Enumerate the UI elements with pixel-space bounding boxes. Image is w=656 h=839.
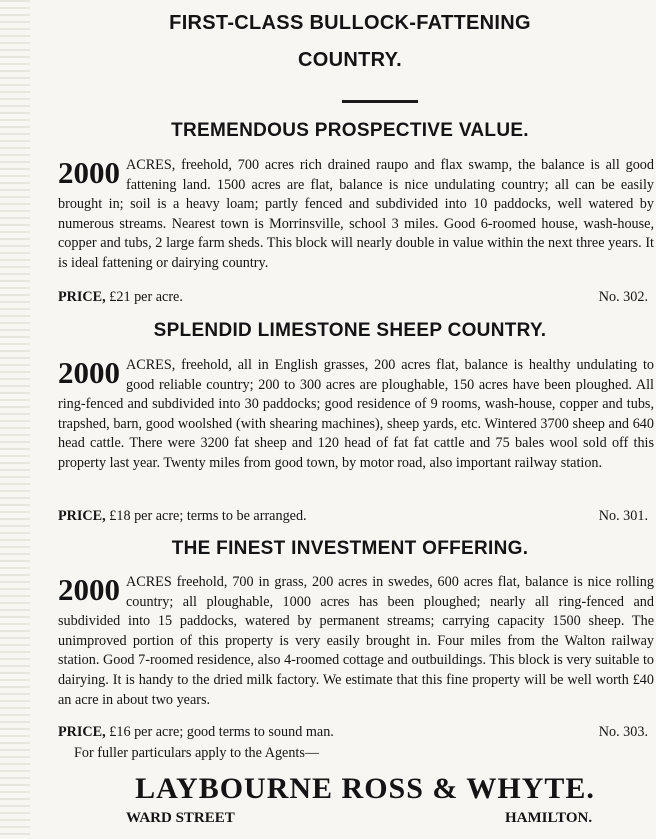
section-body-1 xyxy=(58,156,654,274)
section-heading-2: SPLENDID LIMESTONE SHEEP COUNTRY. xyxy=(153,320,547,341)
street-address: WARD STREET xyxy=(126,810,235,826)
section-body-2 xyxy=(58,356,654,474)
contact-line: For fuller particulars apply to the Agents— xyxy=(74,745,320,761)
listing-number-2: No. 301. xyxy=(598,508,648,524)
title-divider xyxy=(342,100,418,103)
main-title-line-2: COUNTRY. xyxy=(298,49,402,71)
agent-firm-name: LAYBOURNE ROSS & WHYTE. xyxy=(135,772,595,805)
section-heading-3: THE FINEST INVESTMENT OFFERING. xyxy=(171,538,529,559)
section-heading-1: TREMENDOUS PROSPECTIVE VALUE. xyxy=(171,120,529,141)
section-text-3: ACRES freehold, 700 in grass, 200 acres in swedes, 600 acres flat, balance is nice rolling country; all ploughable, 1000 acres has been ploughed; nearly all ring-fenced and subdivided into 15 paddocks, watered by permanent streams; carrying capacity 1500 sheep. The unimproved portion of this property is very easily brought in. Four miles from the Walton railway station. Good 7-roomed residence, also 4-roomed cottage and outbuildings. This block is very suitable to dairying. It is handy to the dried milk factory. We estimate that this fine property will be well worth £40 an acre in about two years. xyxy=(58,574,654,708)
listing-number-3: No. 303. xyxy=(598,724,648,740)
scanned-page-edge xyxy=(0,0,30,839)
main-title-line-1: FIRST-CLASS BULLOCK-FATTENING xyxy=(169,12,531,34)
price-label-2: PRICE, xyxy=(58,508,106,524)
price-line-3 xyxy=(58,724,334,741)
acreage-lead-3: 2000 xyxy=(58,572,120,607)
price-label-1: PRICE, xyxy=(58,289,106,305)
town-name: HAMILTON. xyxy=(505,810,593,826)
section-text-2: ACRES, freehold, all in English grasses, 200 acres flat, balance is healthy undulating to good reliable country; 200 to 300 acres are ploughable, 150 acres have been ploughed. All ring-fenced and subdivided into 30 paddocks; good residence of 9 rooms, wash-house, copper and tubs, trapshed, barn, good woolshed (with shearing machines), sheep yards, etc. Wintered 3700 sheep and 640 head cattle. There were 3200 fat sheep and 120 head of fat fat cattle and 75 bales wool sold off this property last year. Twenty miles from good town, by motor road, also important railway station. xyxy=(58,357,654,471)
price-line-2 xyxy=(58,508,307,525)
price-label-3: PRICE, xyxy=(58,724,106,740)
price-line-1 xyxy=(58,289,183,306)
price-value-2: £18 per acre; terms to be arranged. xyxy=(109,508,307,524)
acreage-lead-1: 2000 xyxy=(58,155,120,190)
price-value-3: £16 per acre; good terms to sound man. xyxy=(109,724,334,740)
acreage-lead-2: 2000 xyxy=(58,355,120,390)
section-body-3 xyxy=(58,573,654,710)
section-text-1: ACRES, freehold, 700 acres rich drained raupo and flax swamp, the balance is all good fattening land. 1500 acres are flat, balance is nice undulating country; all can be easily brought in; soil is a heavy loam; partly fenced and subdivided into 10 paddocks, well watered by numerous streams. Nearest town is Morrinsville, school 3 miles. Good 6-roomed house, wash-house, copper and tubs, 2 large farm sheds. This block will nearly double in value within the next three years. It is ideal fattening or dairying country. xyxy=(58,157,654,271)
listing-number-1: No. 302. xyxy=(598,289,648,305)
price-value-1: £21 per acre. xyxy=(109,289,183,305)
